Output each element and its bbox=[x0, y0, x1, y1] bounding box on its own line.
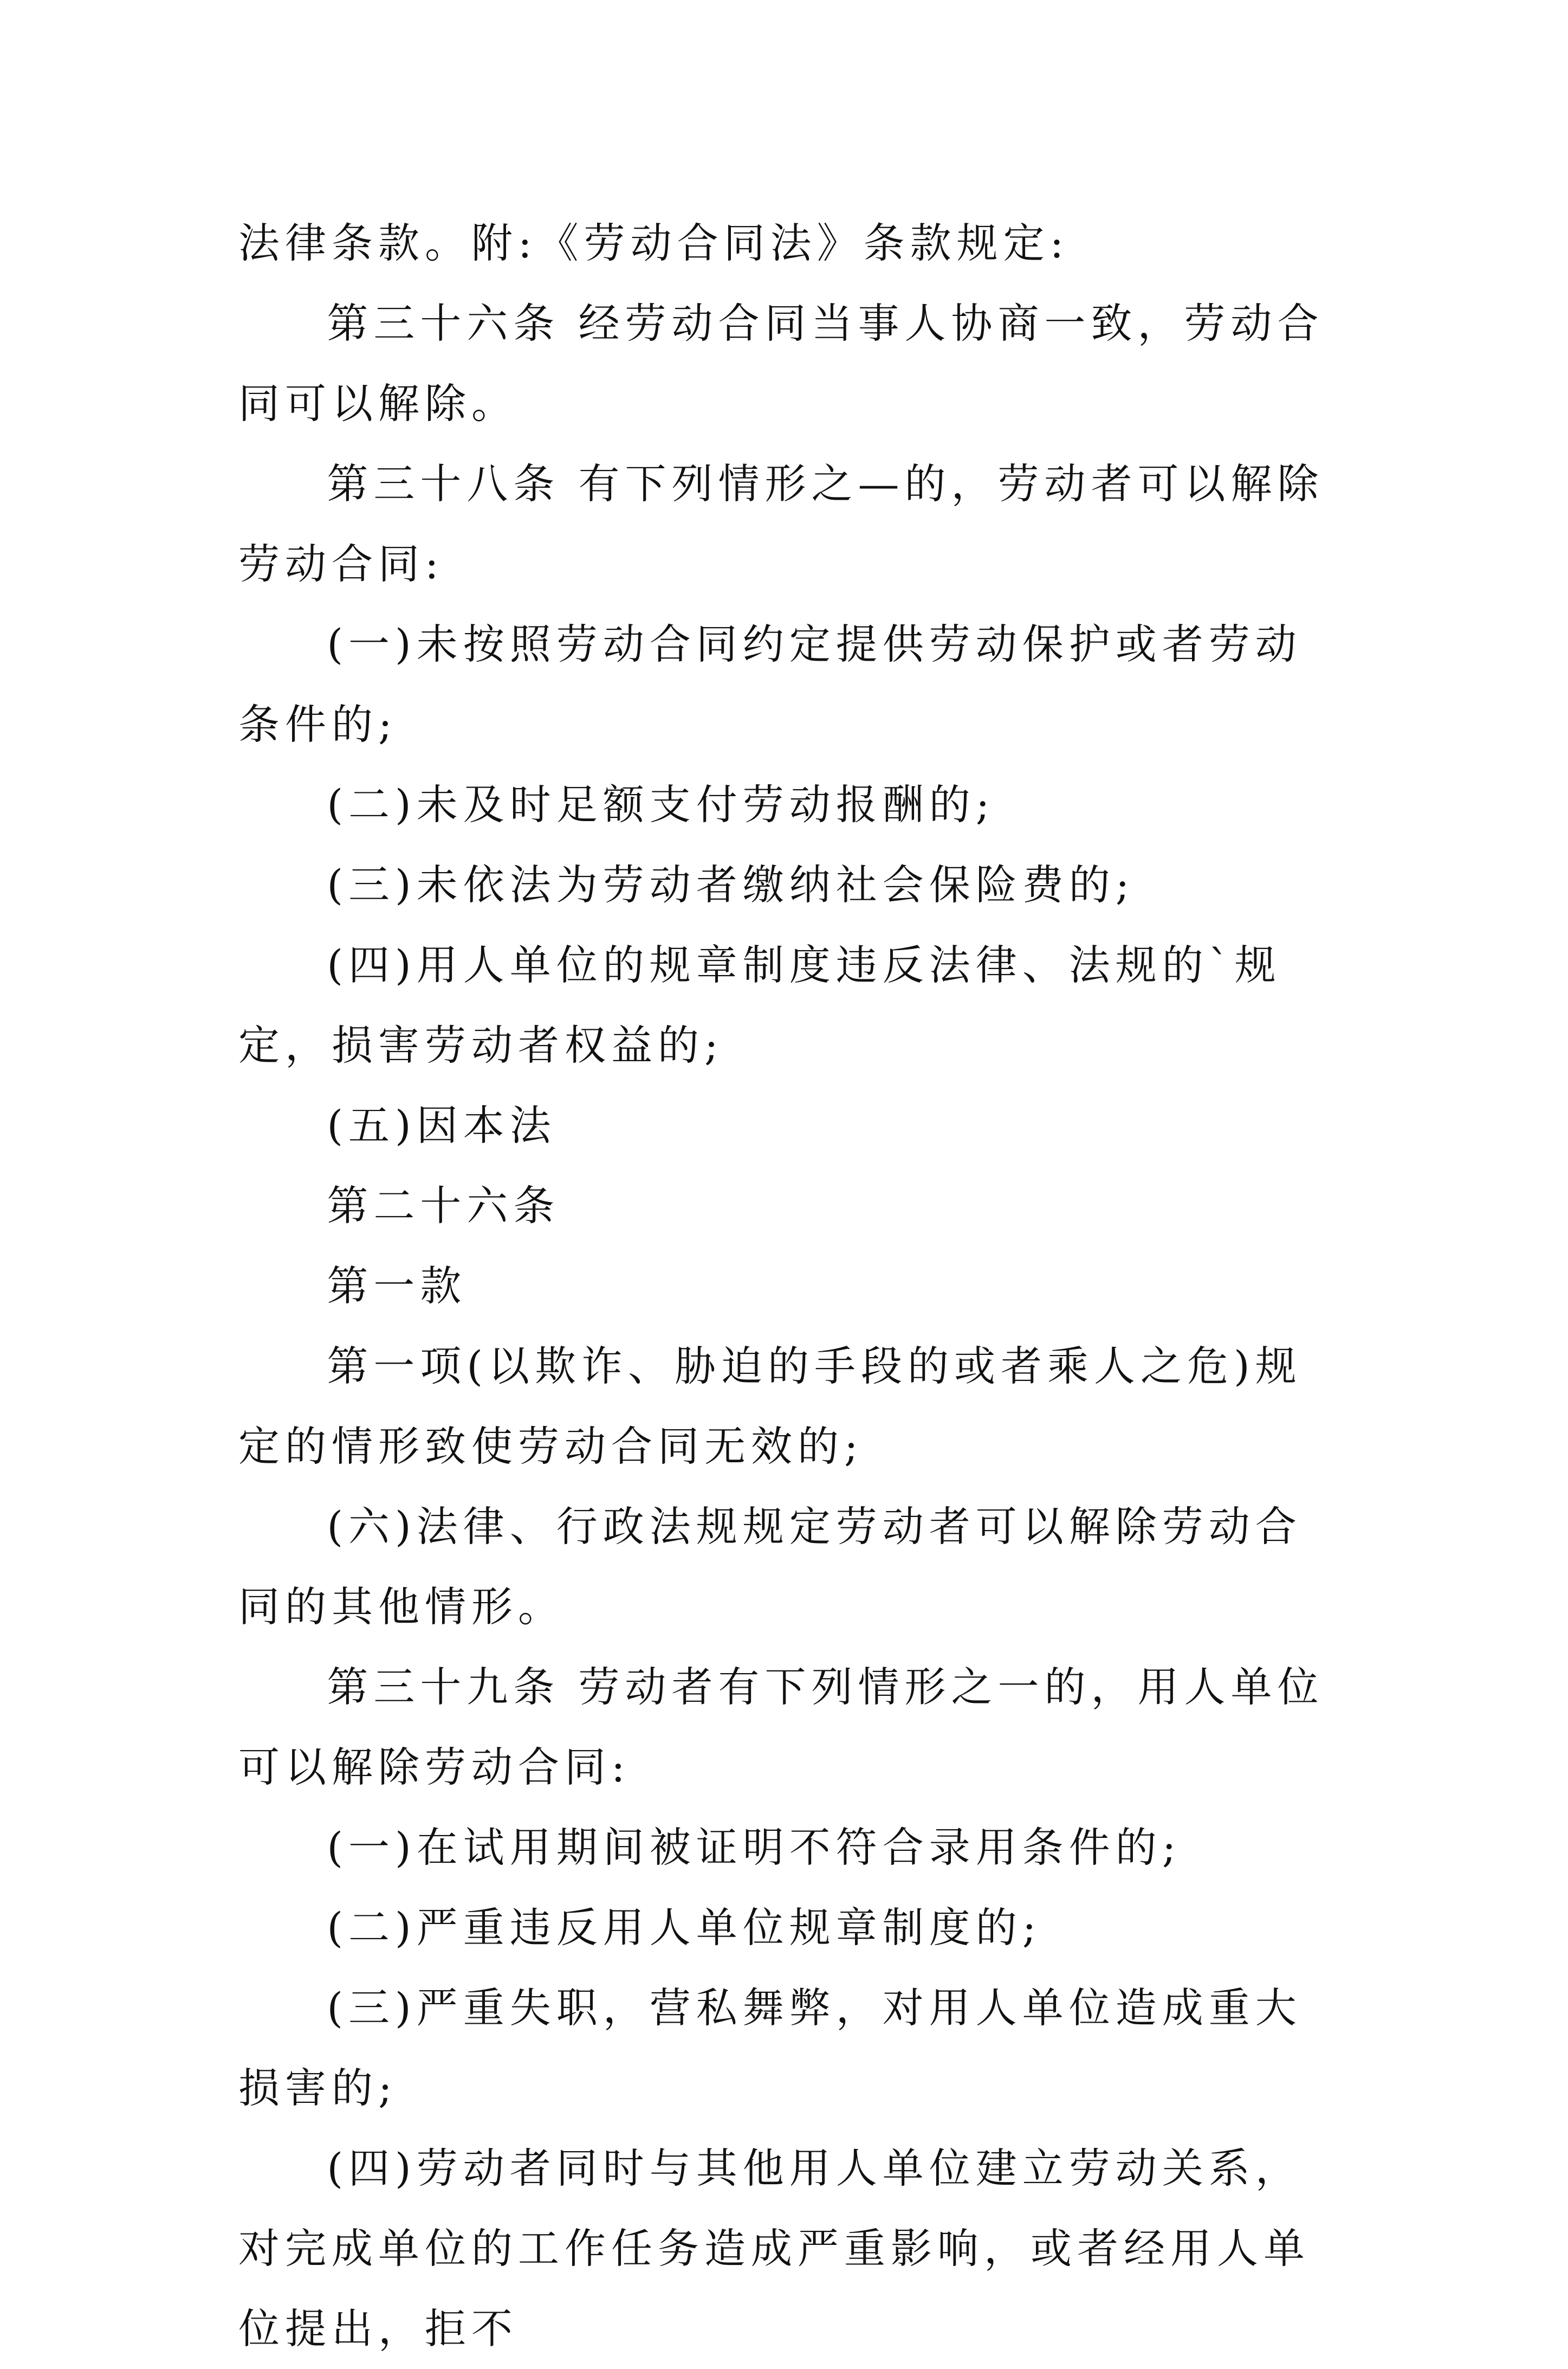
paragraph: 第一款 bbox=[327, 1262, 467, 1310]
paragraph: (四)劳动者同时与其他用人单位建立劳动关系，对完成单位的工作任务造成严重影响，或者经用人单位提出，拒不 bbox=[238, 2144, 1310, 2353]
paragraph: 第三十八条 有下列情形之—的，劳动者可以解除劳动合同: bbox=[238, 460, 1324, 588]
paragraph: 第一项(以欺诈、胁迫的手段的或者乘人之危)规定的情形致使劳动合同无效的; bbox=[238, 1342, 1302, 1470]
paragraph: (五)因本法 bbox=[327, 1101, 556, 1150]
paragraph: 法律条款。附:《劳动合同法》条款规定: bbox=[238, 219, 1070, 267]
paragraph: 第三十九条 劳动者有下列情形之一的，用人单位可以解除劳动合同: bbox=[238, 1663, 1324, 1791]
paragraph: (二)未及时足额支付劳动报酬的; bbox=[327, 780, 995, 829]
paragraph: (六)法律、行政法规规定劳动者可以解除劳动合同的其他情形。 bbox=[238, 1502, 1302, 1631]
paragraph: 第三十六条 经劳动合同当事人协商一致，劳动合同可以解除。 bbox=[238, 299, 1324, 428]
paragraph: (三)严重失职，营私舞弊，对用人单位造成重大损害的; bbox=[238, 1984, 1302, 2112]
paragraph: (一)在试用期间被证明不符合录用条件的; bbox=[327, 1823, 1182, 1871]
paragraph: 第二十六条 bbox=[327, 1182, 560, 1230]
paragraph: (三)未依法为劳动者缴纳社会保险费的; bbox=[327, 861, 1135, 909]
paragraph: (二)严重违反用人单位规章制度的; bbox=[327, 1903, 1042, 1952]
paragraph: (一)未按照劳动合同约定提供劳动保护或者劳动条件的; bbox=[238, 620, 1302, 748]
paragraph: (四)用人单位的规章制度违反法律、法规的`规定，损害劳动者权益的; bbox=[238, 941, 1281, 1069]
document-body bbox=[238, 203, 1333, 2369]
